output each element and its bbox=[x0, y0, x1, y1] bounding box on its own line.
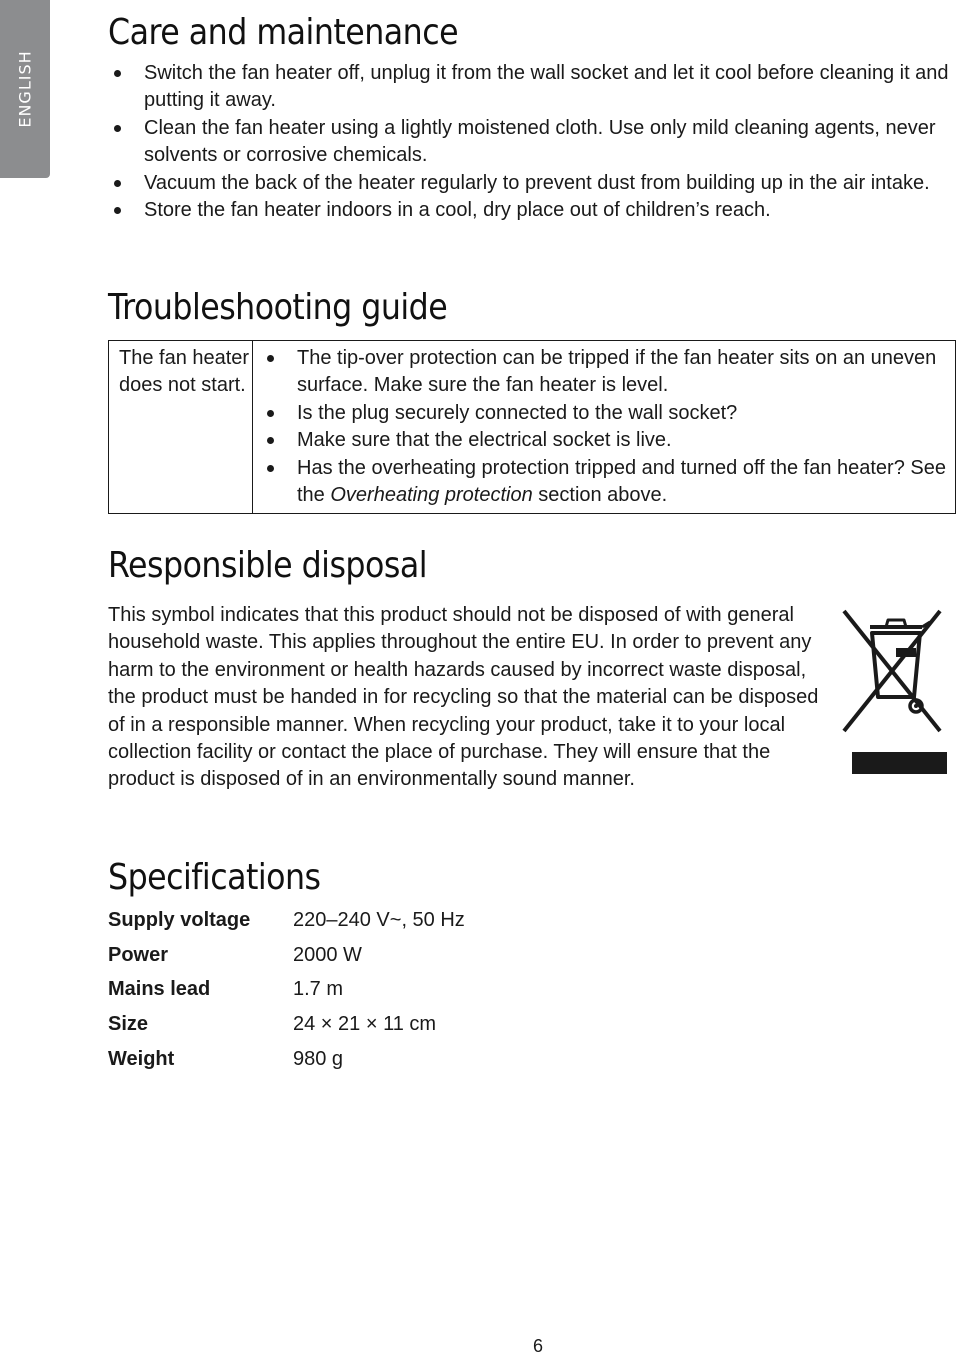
language-tab bbox=[0, 0, 50, 178]
spec-value: 220–240 V~, 50 Hz bbox=[293, 908, 465, 931]
table-row bbox=[108, 1007, 465, 1042]
page-number: 6 bbox=[532, 1336, 543, 1356]
specifications-table bbox=[108, 903, 465, 1076]
spec-label: Power bbox=[108, 943, 169, 966]
list-item: Vacuum the back of the heater regularly to prevent dust from building up in the air intake. bbox=[108, 170, 958, 197]
table-row bbox=[108, 903, 465, 938]
spec-label: Mains lead bbox=[108, 978, 211, 1001]
table-row bbox=[108, 1042, 465, 1077]
spec-label: Supply voltage bbox=[108, 908, 251, 931]
crossed-out-wheelie-bin-icon bbox=[840, 605, 948, 775]
list-item: The tip-over protection can be tripped if the fan heater sits on an uneven surface. Make sure the fan heater is level. bbox=[261, 345, 951, 400]
spec-label: Size bbox=[108, 1012, 149, 1035]
specifications-heading: Specifications bbox=[108, 857, 321, 898]
disposal-heading: Responsible disposal bbox=[108, 545, 428, 586]
list-item: Switch the fan heater off, unplug it from the wall socket and let it cool before cleaning it and putting it away. bbox=[108, 60, 958, 115]
problem-cell: The fan heater does not start. bbox=[109, 341, 253, 513]
language-tab-label: ENGLISH bbox=[15, 50, 35, 128]
list-item: Is the plug securely connected to the wall socket? bbox=[261, 400, 951, 427]
spec-value: 1.7 m bbox=[293, 978, 344, 1001]
disposal-text: This symbol indicates that this product should not be disposed of with general household waste. This applies throughout the entire EU. In order to prevent any harm to the environment or health hazards caused by incorrect waste disposal, the product must be handed in for recycling so that the material can be disposed of in a responsible manner. When recycling your product, take it to your local collection facility or contact the place of purchase. They will ensure that the product is disposed of in an environmentally sound manner. bbox=[108, 604, 819, 791]
troubleshooting-table bbox=[108, 340, 956, 514]
solution-text-end: section above. bbox=[532, 484, 668, 507]
troubleshooting-heading: Troubleshooting guide bbox=[108, 287, 448, 328]
table-row bbox=[108, 972, 465, 1007]
care-list bbox=[108, 60, 958, 224]
care-heading: Care and maintenance bbox=[108, 12, 459, 53]
list-item bbox=[261, 455, 951, 510]
table-row bbox=[108, 938, 465, 973]
section-reference: Overheating protection bbox=[330, 484, 533, 507]
solution-text: Has the overheating protection tripped and turned off the fan heater? See the bbox=[297, 456, 946, 507]
spec-value: 2000 W bbox=[293, 943, 362, 966]
list-item: Clean the fan heater using a lightly moistened cloth. Use only mild cleaning agents, never solvents or corrosive chemicals. bbox=[108, 115, 958, 170]
spec-label: Weight bbox=[108, 1047, 175, 1070]
spec-value: 24 × 21 × 11 cm bbox=[293, 1012, 437, 1035]
list-item: Make sure that the electrical socket is live. bbox=[261, 427, 951, 454]
spec-value: 980 g bbox=[293, 1047, 344, 1070]
solutions-list bbox=[261, 345, 951, 509]
list-item: Store the fan heater indoors in a cool, dry place out of children’s reach. bbox=[108, 197, 958, 224]
